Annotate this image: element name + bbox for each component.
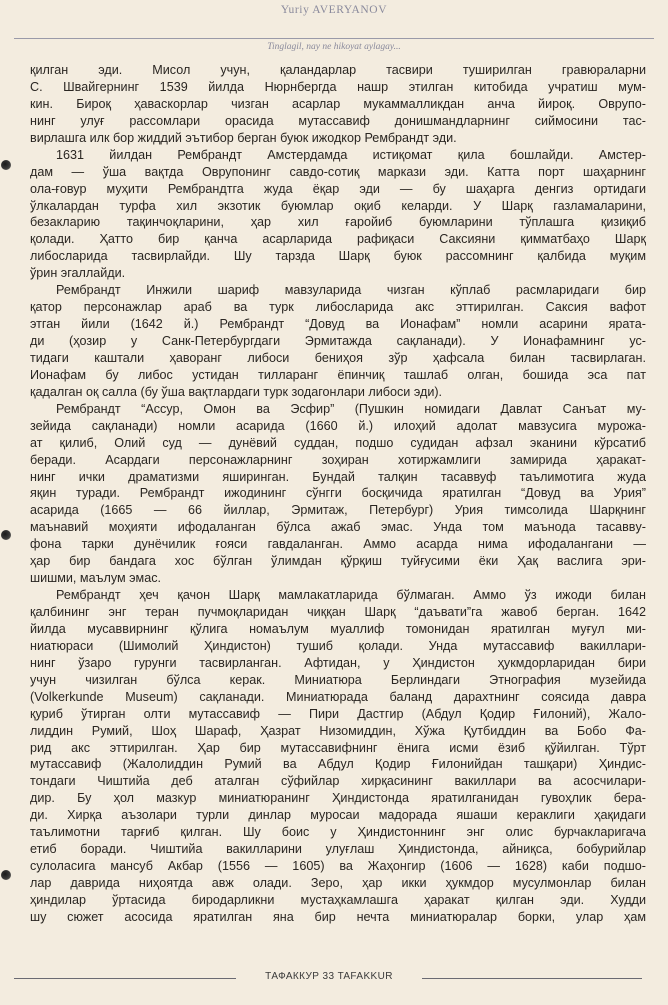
text-line: рид акс эттирилган. Ҳар бир мутассавифнинг ёнига исми ёзиб қўйилган. Тўрт — [30, 740, 646, 755]
text-line: тидаги каштали ҳаворанг либоси бениҳоя зўр ҳафсала билан тасвирлаган. — [30, 350, 646, 365]
text-line: маънавий моҳияти ифодаланган бўлса ажаб эмас. Унда том маънода тасаввy- — [30, 520, 646, 535]
text-line: қадалган оқ салла (бу ўша вақтлардаги турк зодагонлари либоси эди). — [30, 384, 443, 399]
text-line: нинг ўзаро гурунги тасвирланган. Афтидан, у Ҳиндистон ҳукмдорларидан бири — [30, 655, 646, 670]
footer-divider-left — [14, 978, 236, 979]
text-line: ўрин эгаллайди. — [30, 266, 126, 281]
text-line: безакларию тақинчоқларини, ҳар хил ғаройиб буюмларини тўплашга қизиқиб — [30, 215, 646, 230]
header-divider — [14, 38, 654, 39]
text-line: этган йили (1642 й.) Рембрандт “Довуд ва Ионафам” номли асарини ярата- — [30, 317, 646, 332]
text-line: шу сюжет асосида яратилган яна бир нечта миниатюралар борки, улар ҳам — [30, 909, 646, 924]
text-line: йилда мусаввирнинг қўлига номаълум муаллиф томонидан яратилган муғул ми- — [30, 621, 646, 636]
text-line: ат қилиб, Олий суд — дунёвий суддан, подшо судидан афзал эканини кўрсатиб — [30, 435, 646, 450]
text-line: тондаги Чиштийа деб аталган сўфийлар хирқасининг вакиллари ва асосчилари- — [30, 774, 646, 789]
text-line: (Volkerkunde Museum) сақланади. Миниатюрада баланд дарахтнинг соясида давра — [30, 689, 646, 704]
text-line: етиб боради. Чиштийа вакилларини улуғлаш Ҳиндистонда, айниқса, бобурийлар — [30, 842, 646, 857]
text-line: сулоласига мансуб Акбар (1556 — 1605) ва Жаҳонгир (1606 — 1628) каби подшо- — [30, 859, 646, 874]
text-line: қилган эди. Мисол учун, қаландарлар тасвири туширилган гравюраларни — [30, 63, 646, 77]
text-line: нинг улуғ рассомлари орасида мутассавиф донишмандларнинг сиймосини тас- — [30, 113, 646, 128]
text-line: яқин туради. Рембрандт ижодининг сўнгги босқичида яратилган “Довуд ва Урия” — [30, 486, 646, 501]
footer-journal-page: ТАФАККУР 33 TAFAKKUR — [265, 971, 393, 982]
text-line: ниатюраси (Шимолий Ҳиндистон) тушиб қолади. Унда мутассавиф вакиллари- — [30, 638, 646, 653]
text-line: Рембрандт ҳеч қачон Шарқ мамлакатларида бўлмаган. Аммо ўз ижоди билан — [56, 588, 646, 603]
text-line: Рембрандт “Ассур, Омон ва Эсфир” (Пушкин номидаги Давлат Санъат му- — [56, 401, 646, 416]
text-line: ҳиндилар ўртасида биродарликни мустаҳкамлашга ҳаракат қилган эди. Худди — [30, 892, 646, 907]
text-line: ди (ҳозир у Санк-Петербургдаги Эрмитажда сақланади). У Ионафамнинг ус- — [30, 334, 646, 348]
text-line: ола-ғовур муҳити Рембрандтга жуда ёқар эди — бу шаҳарга денгиз ортидаги — [30, 181, 646, 196]
running-header-author: Yuriy AVERYANOV — [280, 4, 388, 16]
text-line: ди. Хирқа аъзолари турли динлар муросаи мадорада яшаши кераклиги ҳақидаги — [30, 808, 646, 823]
text-line: 1631 йилдан Рембрандт Амстердамда истиқомат қила бошлайди. Амстер- — [56, 147, 646, 162]
text-line: С. Швайгернинг 1539 йилда Нюрнбергда нашр этилган китобида учратиш мум- — [30, 79, 646, 94]
footer-divider-right — [422, 978, 642, 979]
binder-hole-icon — [1, 870, 11, 880]
text-line: зейида сақланади) номли асарида (1660 й.) илоҳий адолат мавзусига мурожа- — [30, 418, 646, 433]
text-line: дам — ўша вақтда Оврупонинг савдо-сотиқ маркази эди. Катта порт шаҳарнинг — [30, 164, 646, 179]
binder-hole-icon — [1, 530, 11, 540]
text-line: кин. Бироқ ҳаваскорлар чизган асарлар мукаммалликдан анча йироқ. Оврупо- — [30, 96, 646, 111]
text-line: вирлашга илк бор жиддий эътибор берган буюк ижодкор Рембрандт эди. — [30, 130, 457, 145]
text-line: мутассавиф (Жалолиддин Румий ва Абдул Қодир Ғилонийдан ташқари) Ҳиндис- — [30, 757, 646, 772]
text-line: қолади. Ҳатто бир қанча асарларида рафиқаси Саксияни қимматбаҳо Шарқ — [30, 232, 646, 247]
text-line: учун чизилган бўлса керак. Миниатюра Берлиндаги Этнография музейида — [30, 672, 646, 687]
text-line: фона тарки дунёчилик ғояси гавдаланган. Аммо асарда нима ифодалангани — — [30, 537, 646, 552]
text-line: нинг ички драматизми яширинган. Бундай талқин тасаввуф таълимотига жуда — [30, 469, 646, 484]
text-line: лар даврида ниҳоятда авж олади. Зеро, ҳар икки ҳукмдор мусулмонлар билан — [30, 876, 646, 890]
page-footer — [0, 969, 668, 989]
text-line: беради. Асардаги персонажларнинг зоҳиран хотиржамлиги замирида ҳаракат- — [30, 452, 646, 467]
text-line: дир. Бу ҳол мазкур миниатюранинг Ҳиндистонда яратилганидан гувоҳлик бера- — [30, 791, 646, 806]
text-line: қуриб ўтирган олти мутассавиф — Пири Дастгир (Абдул Қодир Ғилоний), Жало- — [30, 706, 646, 721]
body-text — [30, 62, 646, 926]
text-line: қалбининг энг теран пучмоқларидан чиққан Шарқ “даъвати”га жавоб берган. 1642 — [30, 605, 646, 619]
text-line: қатор персонажлар араб ва турк либосларида акс эттирилган. Саксия вафот — [30, 300, 646, 315]
text-line: асарида (1665 — 66 йиллар, Эрмитаж, Петербург) Урия тимсолида Шарқнинг — [30, 503, 646, 518]
text-line: либосларида тасвирлайди. Шу тарзда Шарқ буюк рассомнинг қалбида муқим — [30, 249, 646, 264]
text-line: Ионафам бу либос устидан тилларанг ёпинчиқ ташлаб олган, бошида эса пат — [30, 367, 646, 382]
binder-hole-icon — [1, 160, 11, 170]
text-line: Рембрандт Инжили шариф мавзуларида чизган кўплаб расмларидаги бир — [56, 283, 646, 298]
text-line: ҳар бир бандага хос бўлган ўлимдан қўрқиш туйғусими ёки Ҳақ васлига эри- — [30, 554, 646, 569]
running-header-subtitle: Tinglagil, nay ne hikoyat aylagay... — [267, 42, 401, 52]
text-line: лиддин Румий, Шоҳ Шараф, Ҳазрат Низомиддин, Хўжа Қутбиддин ва Бобо Фа- — [30, 723, 646, 738]
text-line: ўлкалардан турфа хил экзотик буюмлар оқиб келарди. У Шарқ газламаларини, — [30, 198, 646, 213]
text-line: таълимотни тарғиб қилган. Шу боис у Ҳиндистоннинг энг олис бурчакларигача — [30, 825, 646, 840]
text-line: шишми, маълум эмас. — [30, 571, 162, 586]
